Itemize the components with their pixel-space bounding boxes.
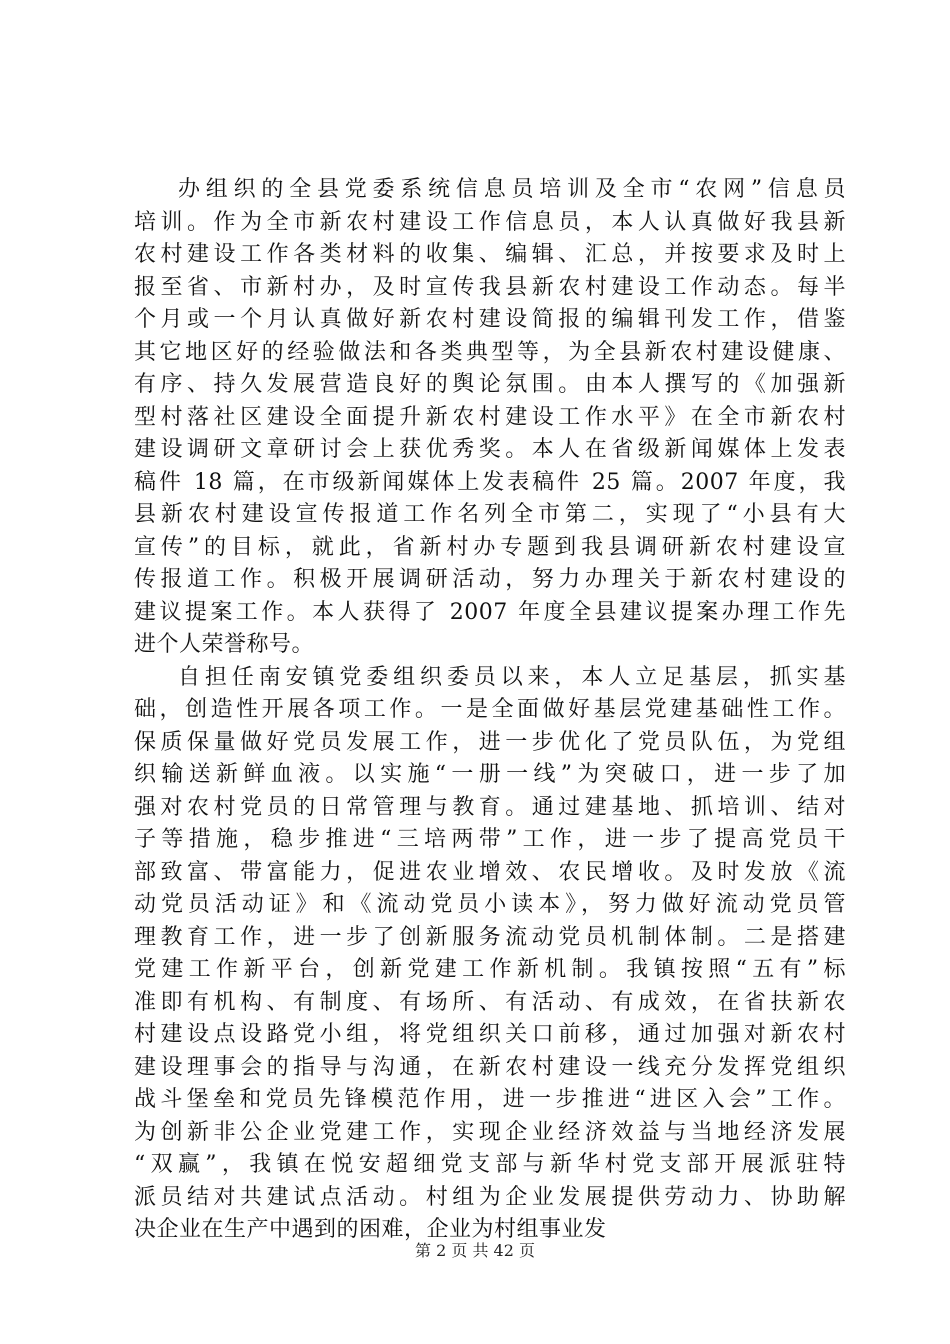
- paragraph-line: 培训。作为全市新农村建设工作信息员，本人认真做好我县新: [134, 209, 846, 235]
- paragraph-line: 办组织的全县党委系统信息员培训及全市“农网”信息员: [178, 177, 846, 202]
- paragraph-line: 村建设点设路党小组，将党组织关口前移，通过加强对新农村: [134, 1022, 846, 1047]
- paragraph-line: 为创新非公企业党建工作，实现企业经济效益与当地经济发展: [134, 1119, 846, 1145]
- paragraph-line: 派员结对共建试点活动。村组为企业发展提供劳动力、协助解: [134, 1184, 846, 1210]
- paragraph-line: 传报道工作。积极开展调研活动，努力办理关于新农村建设的: [134, 567, 846, 592]
- paragraph-line: 子等措施，稳步推进“三培两带”工作，进一步了提高党员干: [134, 827, 846, 852]
- paragraph: [134, 662, 846, 1247]
- paragraph: [134, 174, 846, 662]
- paragraph-line: 建设理事会的指导与沟通，在新农村建设一线充分发挥党组织: [134, 1054, 846, 1080]
- page-footer: 第 2 页 共 42 页: [415, 1241, 535, 1260]
- paragraph-line: 强对农村党员的日常管理与教育。通过建基地、抓培训、结对: [134, 794, 846, 820]
- paragraph-line: 建议提案工作。本人获得了 2007 年度全县建议提案办理工作先: [134, 599, 846, 625]
- paragraph-line: 农村建设工作各类材料的收集、编辑、汇总，并按要求及时上: [134, 242, 846, 267]
- paragraph-line: 动党员活动证》和《流动党员小读本》，努力做好流动党员管: [134, 892, 846, 917]
- paragraph-line: 准即有机构、有制度、有场所、有活动、有成效，在省扶新农: [134, 989, 846, 1015]
- paragraph-line: 理教育工作，进一步了创新服务流动党员机制体制。二是搭建: [134, 924, 846, 950]
- paragraph-line: 型村落社区建设全面提升新农村建设工作水平》在全市新农村: [134, 404, 846, 430]
- paragraph-line: 宣传”的目标，就此，省新村办专题到我县调研新农村建设宣: [134, 534, 846, 560]
- paragraph-line: “双赢”，我镇在悦安超细党支部与新华村党支部开展派驻特: [134, 1152, 846, 1177]
- paragraph-line: 部致富、带富能力，促进农业增效、农民增收。及时发放《流: [134, 859, 846, 885]
- paragraph-line: 保质保量做好党员发展工作，进一步优化了党员队伍，为党组: [134, 729, 846, 755]
- document-body: [134, 174, 846, 1247]
- paragraph-line: 报至省、市新村办，及时宣传我县新农村建设工作动态。每半: [134, 274, 846, 300]
- paragraph-line: 其它地区好的经验做法和各类典型等，为全县新农村建设健康、: [134, 339, 846, 365]
- paragraph-line: 县新农村建设宣传报道工作名列全市第二，实现了“小县有大: [134, 502, 846, 527]
- paragraph-line: 自担任南安镇党委组织委员以来，本人立足基层，抓实基: [178, 664, 846, 690]
- paragraph-line: 个月或一个月认真做好新农村建设简报的编辑刊发工作，借鉴: [134, 307, 846, 332]
- paragraph-line: 战斗堡垒和党员先锋模范作用，进一步推进“进区入会”工作。: [134, 1087, 846, 1112]
- paragraph-line: 织输送新鲜血液。以实施“一册一线”为突破口，进一步了加: [134, 762, 846, 787]
- paragraph-line: 有序、持久发展营造良好的舆论氛围。由本人撰写的《加强新: [134, 372, 846, 397]
- paragraph-line: 稿件 18 篇，在市级新闻媒体上发表稿件 25 篇。2007 年度，我: [134, 469, 846, 495]
- paragraph-line: 建设调研文章研讨会上获优秀奖。本人在省级新闻媒体上发表: [134, 437, 846, 462]
- paragraph-line: 础，创造性开展各项工作。一是全面做好基层党建基础性工作。: [134, 697, 846, 722]
- paragraph-line: 决企业在生产中遇到的困难，企业为村组事业发: [134, 1217, 607, 1242]
- paragraph-line: 进个人荣誉称号。: [134, 632, 315, 657]
- paragraph-line: 党建工作新平台，创新党建工作新机制。我镇按照“五有”标: [134, 957, 846, 982]
